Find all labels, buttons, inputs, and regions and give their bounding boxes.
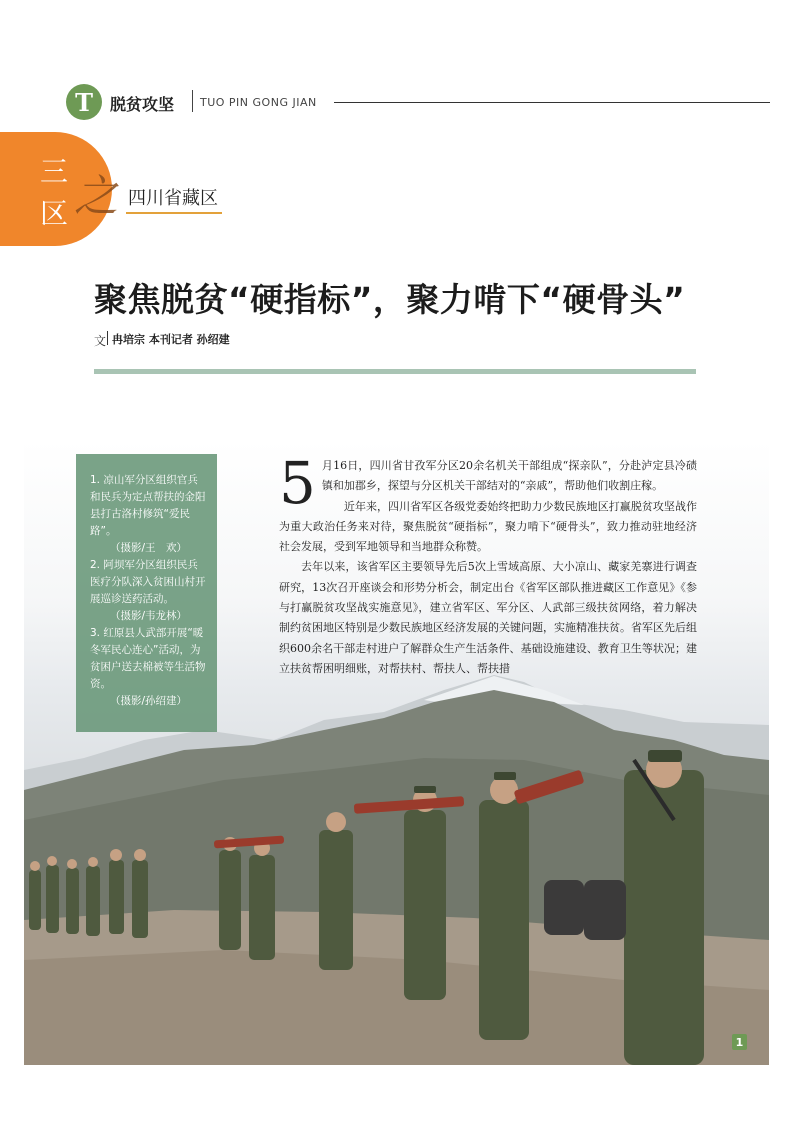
caption-item: 1. 凉山军分区组织官兵和民兵为定点帮扶的金阳县打古洛村修筑“爱民路”。 (90, 474, 206, 537)
byline-separator (107, 331, 108, 345)
title-rule (94, 369, 696, 374)
page-number: 1 (732, 1034, 747, 1050)
drop-cap: 5 (279, 449, 316, 517)
caption-item: 3. 红原县人武部开展“暖冬军民心连心”活动，为贫困户送去棉被等生活物资。 (90, 627, 206, 690)
body-paragraph: 去年以来，该省军区主要领导先后5次上雪域高原、大小凉山、藏家羌寨进行调查研究，13次召开座谈会和形势分析会，制定出台《省军区部队推进藏区工作意见》《参与打赢脱贫攻坚战实施意见》，建立省军区、军分区、人武部三级扶贫网络，着力解决制约贫困地区特别是少数民族地区经济发展的关键问题，实施精准扶贫。省军区先后组织600余名干部走村进户了解群众生产生活条件、基础设施建设、教育卫生等状况；建立扶贫帮困明细账，对帮扶村、帮扶人、帮扶措 (279, 560, 697, 675)
caption-item: 2. 阿坝军分区组织民兵医疗分队深入贫困山村开展巡诊送药活动。 (90, 559, 206, 605)
article-title: 聚焦脱贫“硬指标”，聚力啃下“硬骨头” (94, 280, 686, 319)
photo-caption (76, 454, 217, 732)
caption-credit: （摄影/韦龙林） (109, 610, 188, 622)
byline-label: 文 (94, 334, 107, 348)
section-region: 四川省藏区 (128, 188, 218, 209)
column-badge-icon: T (66, 84, 102, 120)
header-separator (192, 90, 193, 112)
caption-credit: （摄影/孙绍建） (109, 695, 188, 707)
section-char-2: 区 (40, 197, 69, 230)
section-char-3: 之 (74, 171, 118, 222)
body-paragraph: 近年来，四川省军区各级党委始终把助力少数民族地区打赢脱贫攻坚战作为重大政治任务来对待，聚焦脱贫“硬指标”，聚力啃下“硬骨头”，致力推动驻地经济社会发展，受到军地领导和当地群众称赞。 (279, 499, 697, 554)
column-title: 脱贫攻坚 (110, 95, 175, 114)
body-paragraph: 月16日，四川省甘孜军分区20余名机关干部组成“探亲队”，分赴泸定县冷碛镇和加郡乡，探望与分区机关干部结对的“亲戚”，帮助他们收割庄稼。 (321, 459, 697, 493)
section-char-1: 三 (40, 155, 69, 188)
byline: 冉培宗 本刊记者 孙绍建 (112, 333, 230, 346)
column-pinyin: TUO PIN GONG JIAN (200, 96, 317, 109)
caption-credit: （摄影/王 欢） (109, 542, 188, 554)
article-body (279, 449, 697, 679)
region-underline (126, 212, 222, 214)
header-rule (334, 102, 770, 103)
